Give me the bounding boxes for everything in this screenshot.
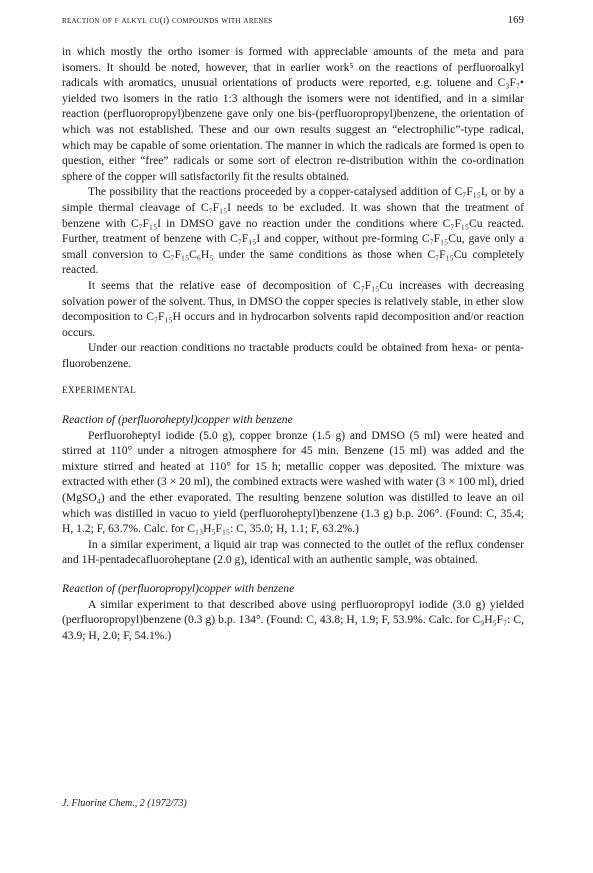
body-paragraph-2: The possibility that the reactions proceeded by a copper-catalysed addition of C₇F₁₅I, or by a simple thermal cleavage of C₇F₁₅I needs to be excluded. It was shown that the treatment of benzene with C₇F₁₅I in DMSO gave no reaction under the conditions where C₇F₁₅Cu reacted. Further, treatment of benzene with C₇F₁₅I and copper, without pre-forming C₇F₁₅Cu, gave only a small conversion to C₇F₁₅C₆H₅ under the same conditions as those when C₇F₁₅Cu completely reacted. [62, 185, 524, 277]
experimental-paragraph-3: A similar experiment to that described above using perfluoropropyl iodide (3.0 g) yielded (perfluoropropyl)benzene (0.3 g) b.p. 134°. (Found: C, 43.8; H, 1.9; F, 53.9%. Calc. for C₉H₅F₇: C, 43.9; H, 2.0; F, 54.1%.) [62, 597, 524, 642]
experimental-paragraph-1: Perfluoroheptyl iodide (5.0 g), copper bronze (1.5 g) and DMSO (5 ml) were heated and stirred at 110° under a nitrogen atmosphere for 45 min. Benzene (15 ml) was added and the mixture stirred and heated at 110° for 15 h; metallic copper was deposited. The mixture was extracted with ether (3 × 20 ml), the combined extracts were washed with water (3 × 100 ml), dried (MgSO₄) and the ether evaporated. The resulting benzene solution was distilled to leave an oil which was distilled in vacuo to yield (perfluoroheptyl)benzene (1.3 g) b.p. 206°. (Found: C, 35.4; H, 1.2; F, 63.7%. Calc. for C₁₃H₅F₁₅: C, 35.0; H, 1.1; F, 63.2%.) [62, 428, 524, 536]
body-paragraph-4: Under our reaction conditions no tractable products could be obtained from hexa- or penta-fluorobenzene. [62, 341, 524, 370]
article-body [62, 44, 524, 643]
experimental-paragraph-2: In a similar experiment, a liquid air trap was connected to the outlet of the reflux condenser and 1H-pentadecafluoroheptane (2.0 g), identical with an authentic sample, was obtained. [62, 537, 524, 567]
page-number: 169 [507, 14, 524, 26]
body-paragraph-3: It seems that the relative ease of decomposition of C₇F₁₅Cu increases with decreasing solvation power of the solvent. Thus, in DMSO the copper species is relatively stable, in ether slow decomposition to C₇F₁₅H occurs and in hydrocarbon solvents rapid decomposition and/or reaction occurs. [62, 278, 524, 339]
subheading-perfluoroheptyl: Reaction of (perfluoroheptyl)copper with benzene [62, 413, 293, 427]
subheading-perfluoropropyl: Reaction of (perfluoropropyl)copper with benzene [62, 582, 295, 595]
page-header [62, 14, 524, 26]
journal-citation: J. Fluorine Chem., 2 (1972/73) [62, 798, 187, 809]
body-paragraph-1: in which mostly the ortho isomer is formed with appreciable amounts of the meta and para isomers. It should be noted, however, that in earlier work⁵ on the reactions of perfluoroalkyl radicals with aromatics, unusual orientations of products were reported, e.g. toluene and C₃F₇• yielded two isomers in the ratio 1:3 although the isomers were not identified, and in a similar reaction (perfluoropropyl)benzene gave only one bis-(perfluoropropyl)benzene, the orientation of which was not established. These and our own results suggest an “electrophilic”-type radical, which may be capable of some orientation. The manner in which the radicals are formed is open to question, either “free” radicals or some sort of electron re-distribution within the co-ordination sphere of the copper will satisfactorily fit the results obtained. [62, 45, 524, 183]
running-head: reaction of f alkyl cu(i) compounds with arenes [62, 16, 273, 26]
experimental-heading: EXPERIMENTAL [62, 385, 137, 396]
